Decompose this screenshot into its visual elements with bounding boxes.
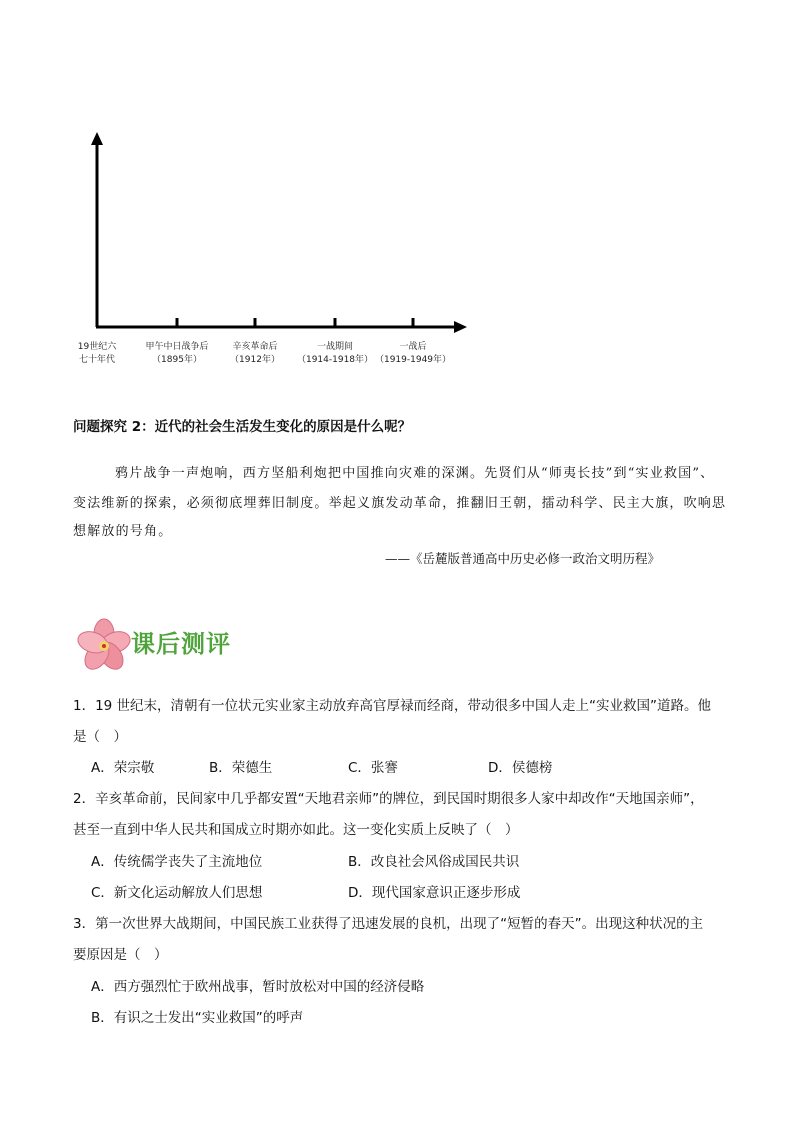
- section-title: 课后测评: [131, 630, 231, 658]
- q1-option-b: B．荣德生: [209, 760, 273, 776]
- x-axis-arrow: [454, 321, 467, 333]
- x-tick-label: 一战期间 （1914-1918年）: [296, 342, 374, 365]
- q2-stem-line-1: 2．辛亥革命前，民间家中几乎都安置“天地君亲师”的牌位，到民国时期很多人家中却改作“天地国亲师”，: [73, 791, 704, 807]
- flower-icon: [76, 617, 132, 673]
- quote-line-2: 变法维新的探索，必须彻底埋葬旧制度。举起义旗发动革命，推翻旧王朝，擂动科学、民主大旗，吹响思: [73, 496, 727, 511]
- q1-stem-line-1: 1．19 世纪末，清朝有一位状元实业家主动放弃高官厚禄而经商，带动很多中国人走上“实业救国”道路。他: [73, 698, 712, 714]
- q2-option-b: B．改良社会风俗成国民共识: [348, 854, 520, 870]
- x-tick-label: 一战后 （1919-1949年）: [374, 342, 452, 365]
- question-2-heading: 问题探究 2：近代的社会生活发生变化的原因是什么呢？: [73, 419, 412, 435]
- q2-stem-line-2: 甚至一直到中华人民共和国成立时期亦如此。这一变化实质上反映了（ ）: [73, 822, 519, 838]
- quote-line-3: 想解放的号角。: [73, 524, 173, 539]
- q1-stem-line-2: 是（ ）: [73, 729, 127, 745]
- q2-option-c: C．新文化运动解放人们思想: [91, 885, 263, 901]
- quote-line-1: 鸦片战争一声炮响，西方坚船利炮把中国推向灾难的深渊。先贤们从“师夷长技”到“实业救国”、: [115, 466, 715, 481]
- q3-option-b: B．有识之士发出“实业救国”的呼声: [91, 1010, 304, 1026]
- q3-stem-line-1: 3．第一次世界大战期间，中国民族工业获得了迅速发展的良机，出现了“短暂的春天”。出现这种状况的主: [73, 916, 704, 932]
- q2-option-a: A．传统儒学丧失了主流地位: [91, 854, 263, 870]
- y-axis-arrow: [91, 132, 103, 145]
- quote-source: ——《岳麓版普通高中历史必修一政治文明历程》: [385, 551, 661, 566]
- q1-option-d: D．侯德榜: [488, 760, 553, 776]
- timeline-axis-chart: [0, 0, 794, 380]
- q1-option-a: A．荣宗敬: [91, 760, 155, 776]
- x-tick-label: 甲午中日战争后 （1895年）: [145, 342, 209, 365]
- q3-option-a: A．西方强烈忙于欧州战事，暂时放松对中国的经济侵略: [91, 979, 425, 995]
- q2-option-d: D．现代国家意识正逐步形成: [348, 885, 521, 901]
- q1-option-c: C．张謇: [348, 760, 398, 776]
- x-tick-label: 19世纪六 七十年代: [77, 342, 117, 365]
- q3-stem-line-2: 要原因是（ ）: [73, 947, 168, 963]
- x-tick-label: 辛亥革命后 （1912年）: [230, 342, 280, 365]
